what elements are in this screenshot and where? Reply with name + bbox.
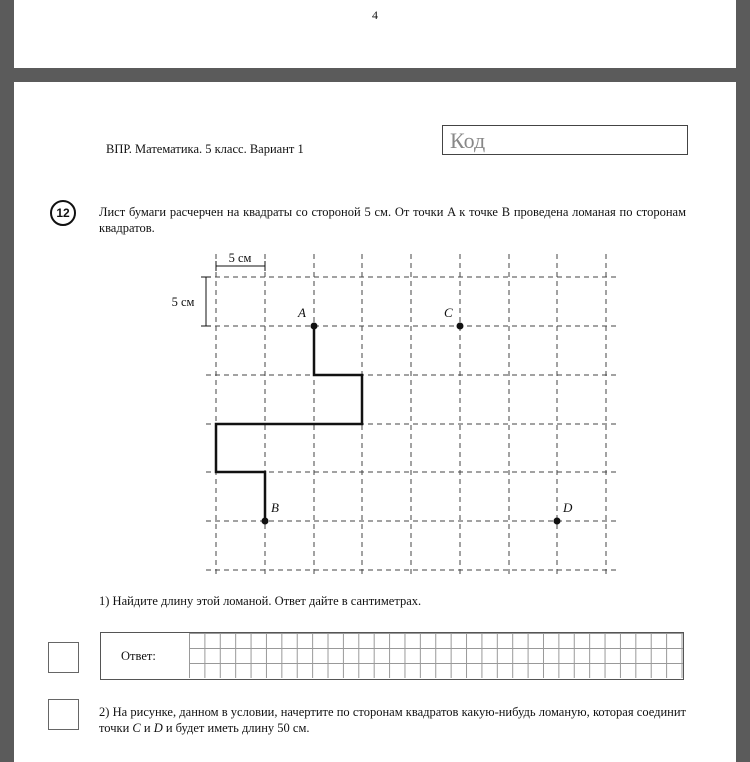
point-c-label: C <box>444 305 453 320</box>
answer-label: Ответ: <box>121 649 156 663</box>
point-b <box>262 518 269 525</box>
point-b-label: B <box>271 500 279 515</box>
question-1: 1) Найдите длину этой ломаной. Ответ дайте в сантиметрах. <box>99 594 422 608</box>
task-number: 12 <box>50 200 76 226</box>
page-title: ВПР. Математика. 5 класс. Вариант 1 <box>106 142 304 156</box>
question-2-point-d: D <box>153 721 163 735</box>
score-box-2[interactable] <box>48 699 79 730</box>
height-dimension <box>201 277 211 326</box>
grid-lines <box>206 254 616 578</box>
point-a <box>311 323 318 330</box>
point-d-label: D <box>563 500 573 515</box>
task-text: Лист бумаги расчерчен на квадраты со стороной 5 см. От точки A к точке B проведена ломаная по сторонам квадратов. <box>99 205 686 235</box>
question-2-part2: и будет иметь длину 50 см. <box>162 721 310 735</box>
point-a-label: A <box>298 305 306 320</box>
question-2 <box>99 704 686 736</box>
grid-figure <box>14 82 736 582</box>
polyline-a-to-b <box>216 326 362 521</box>
code-label: Код <box>450 128 486 153</box>
width-label: 5 см <box>228 251 252 265</box>
previous-page <box>14 0 736 68</box>
question-2-conj: и <box>140 721 154 735</box>
worksheet-page <box>14 82 736 762</box>
answer-box[interactable] <box>100 632 684 680</box>
point-d <box>554 518 561 525</box>
question-2-point-c: C <box>132 721 141 735</box>
height-label: 5 см <box>171 295 195 309</box>
point-c <box>457 323 464 330</box>
score-box-1[interactable] <box>48 642 79 673</box>
question-2-part1: 2) На рисунке, данном в условии, начертите по сторонам квадратов какую-нибудь ломаную, которая соединит точки <box>99 705 686 735</box>
page-number: 4 <box>372 8 378 22</box>
answer-grid[interactable] <box>189 633 683 678</box>
